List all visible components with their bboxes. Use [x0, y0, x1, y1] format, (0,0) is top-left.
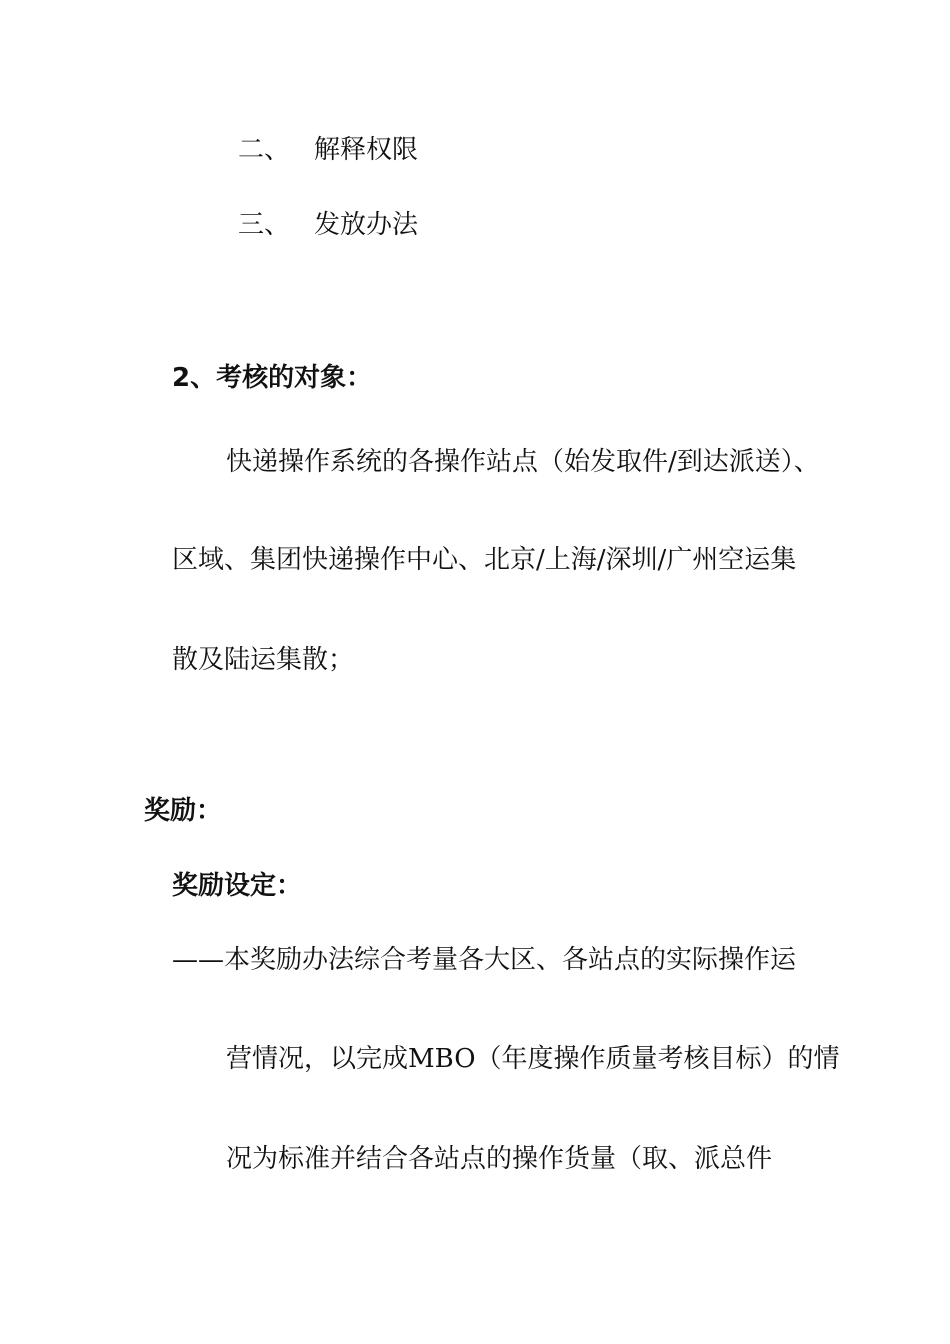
paragraph-line: 营情况，以完成MBO（年度操作质量考核目标）的情: [226, 1044, 840, 1074]
list-number: 三、: [238, 210, 291, 240]
heading-number: 2、: [172, 363, 217, 393]
paragraph-line: 况为标准并结合各站点的操作货量（取、派总件: [226, 1144, 773, 1174]
section-heading-assessment-target: [172, 362, 372, 394]
list-item-3: [238, 209, 418, 241]
list-text: 发放办法: [314, 210, 419, 240]
reward-subheading: 奖励设定：: [172, 871, 303, 901]
reward-heading: 奖励：: [144, 796, 223, 826]
paragraph-line: 散及陆运集散；: [172, 645, 355, 675]
paragraph-line: ——本奖励办法综合考量各大区、各站点的实际操作运: [172, 945, 797, 975]
paragraph-line: 快递操作系统的各操作站点（始发取件/到达派送）、: [226, 447, 820, 477]
list-number: 二、: [238, 135, 291, 165]
paragraph-line: 区域、集团快递操作中心、北京/上海/深圳/广州空运集: [172, 545, 797, 575]
list-text: 解释权限: [314, 135, 419, 165]
heading-text: 考核的对象：: [216, 363, 373, 393]
list-item-2: [238, 134, 418, 166]
